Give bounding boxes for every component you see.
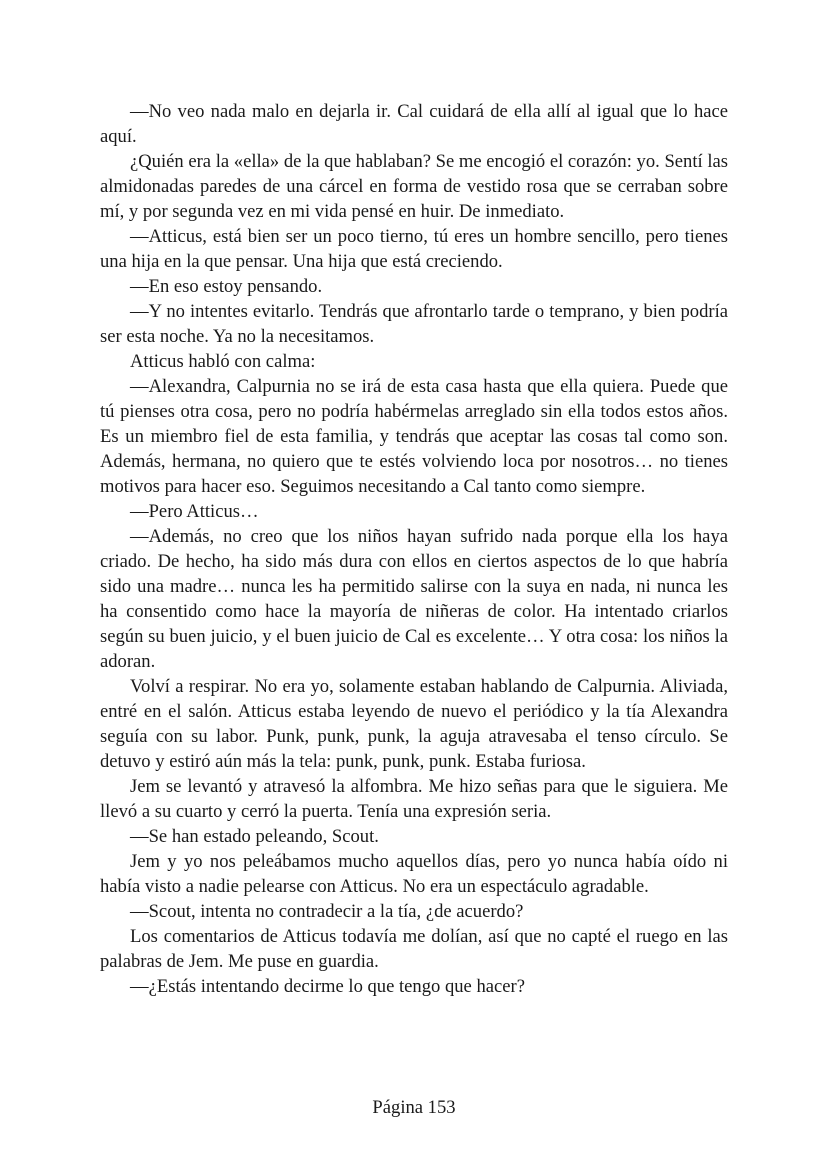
paragraph: Jem se levantó y atravesó la alfombra. Me hizo señas para que le siguiera. Me llevó a su cuarto y cerró la puerta. Tenía una expresión seria. [100, 776, 728, 822]
body-text [100, 99, 728, 999]
paragraph: Los comentarios de Atticus todavía me dolían, así que no capté el ruego en las palabras de Jem. Me puse en guardia. [100, 926, 728, 972]
page-number: Página 153 [372, 1097, 456, 1118]
paragraph: Jem y yo nos peleábamos mucho aquellos días, pero yo nunca había oído ni había visto a nadie pelearse con Atticus. No era un espectáculo agradable. [100, 851, 728, 897]
paragraph: —Scout, intenta no contradecir a la tía, ¿de acuerdo? [130, 901, 524, 922]
paragraph: —Además, no creo que los niños hayan sufrido nada porque ella los haya criado. De hecho, ha sido más dura con ellos en ciertos aspectos de lo que habría sido una madre… nunca les ha permitido salirse con la suya en nada, ni nunca les ha consentido como hace la mayoría de niñeras de color. Ha intentado criarlos según su buen juicio, y el buen juicio de Cal es excelente… Y otra cosa: los niños la adoran. [100, 526, 728, 672]
paragraph: —Se han estado peleando, Scout. [130, 826, 379, 847]
paragraph: —Alexandra, Calpurnia no se irá de esta casa hasta que ella quiera. Puede que tú pienses otra cosa, pero no podría habérmelas arreglado sin ella todos estos años. Es un miembro fiel de esta familia, y tendrás que aceptar las cosas tal como son. Además, hermana, no quiero que te estés volviendo loca por nosotros… no tienes motivos para hacer eso. Seguimos necesitando a Cal tanto como siempre. [100, 376, 728, 497]
paragraph: —Atticus, está bien ser un poco tierno, tú eres un hombre sencillo, pero tienes una hija en la que pensar. Una hija que está creciendo. [100, 226, 728, 272]
paragraph: —No veo nada malo en dejarla ir. Cal cuidará de ella allí al igual que lo hace aquí. [100, 101, 728, 147]
paragraph: —Y no intentes evitarlo. Tendrás que afrontarlo tarde o temprano, y bien podría ser esta noche. Ya no la necesitamos. [100, 301, 728, 347]
paragraph: Atticus habló con calma: [130, 351, 316, 372]
paragraph: —¿Estás intentando decirme lo que tengo que hacer? [130, 976, 525, 997]
paragraph: —En eso estoy pensando. [130, 276, 323, 297]
paragraph: ¿Quién era la «ella» de la que hablaban? Se me encogió el corazón: yo. Sentí las almidonadas paredes de una cárcel en forma de vestido rosa que se cerraban sobre mí, y por segunda vez en mi vida pensé en huir. De inmediato. [100, 151, 728, 222]
paragraph: Volví a respirar. No era yo, solamente estaban hablando de Calpurnia. Aliviada, entré en el salón. Atticus estaba leyendo de nuevo el periódico y la tía Alexandra seguía con su labor. Punk, punk, punk, la aguja atravesaba el tenso círculo. Se detuvo y estiró aún más la tela: punk, punk, punk. Estaba furiosa. [100, 676, 728, 772]
paragraph: —Pero Atticus… [130, 501, 259, 522]
